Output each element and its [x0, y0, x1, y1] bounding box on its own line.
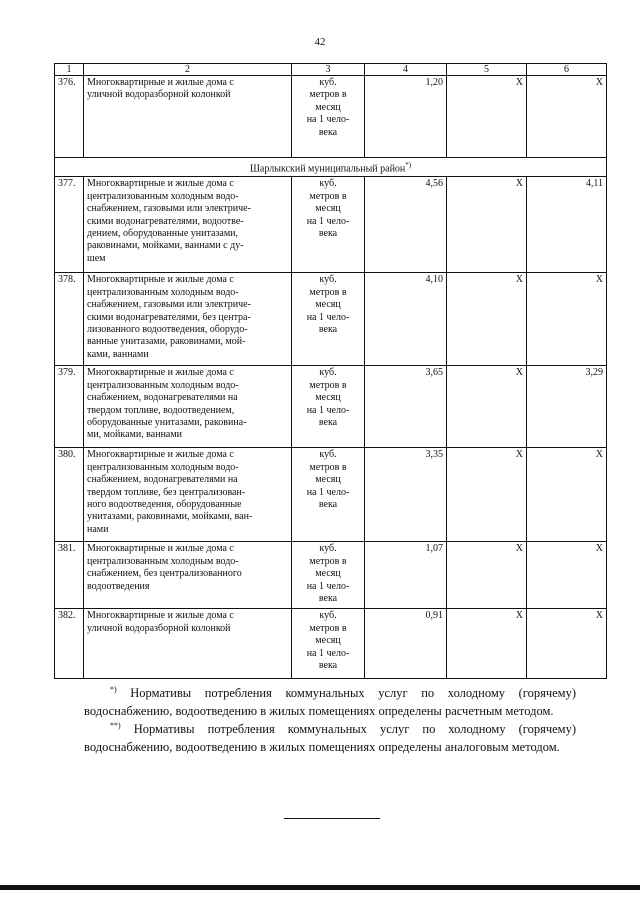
row-description: Многоквартирные и жилые дома с уличной водоразборной колонкой: [84, 76, 292, 158]
row-unit: куб. метров в месяц на 1 чело- века: [292, 448, 365, 542]
row-unit: куб. метров в месяц на 1 чело- века: [292, 76, 365, 158]
row-unit: куб. метров в месяц на 1 чело- века: [292, 177, 365, 273]
row-number: 378.: [55, 273, 84, 366]
row-value: 0,91: [365, 609, 447, 679]
footnote: [84, 684, 576, 720]
table-row: [55, 273, 607, 366]
footnote-text: Нормативы потребления коммунальных услуг по холодному (горячему) водоснабжению, водоотведению в жилых помещениях определены аналоговым методом.: [84, 722, 576, 754]
row-value: 4,56: [365, 177, 447, 273]
footnote-mark: **): [110, 720, 121, 730]
row-description: Многоквартирные и жилые дома с централизованным холодным водо- снабжением, газовыми или электриче- скими водонагревателями, водоотве- дением, оборудованные унитазами, раковинами, мойками, ваннами с ду- шем: [84, 177, 292, 273]
region-row: [55, 158, 607, 177]
header-cell-3: 3: [292, 64, 365, 76]
row-col6: 3,29: [527, 366, 607, 448]
header-cell-2: 2: [84, 64, 292, 76]
footnote-text: Нормативы потребления коммунальных услуг по холодному (горячему) водоснабжению, водоотведению в жилых помещениях определены расчетным методом.: [84, 686, 576, 718]
row-value: 3,35: [365, 448, 447, 542]
row-unit: куб. метров в месяц на 1 чело- века: [292, 609, 365, 679]
header-cell-6: 6: [527, 64, 607, 76]
row-col5: X: [447, 76, 527, 158]
scan-bottom-bar: [0, 885, 640, 890]
table-row: [55, 609, 607, 679]
page-number: 42: [314, 36, 326, 48]
norms-table: [54, 63, 607, 679]
row-col6: X: [527, 448, 607, 542]
region-cell: [55, 158, 607, 177]
footnote-mark: *): [110, 684, 117, 694]
footnote: [84, 720, 576, 756]
row-unit: куб. метров в месяц на 1 чело- века: [292, 542, 365, 609]
row-value: 1,07: [365, 542, 447, 609]
footnotes: [84, 684, 576, 756]
row-col5: X: [447, 609, 527, 679]
row-value: 4,10: [365, 273, 447, 366]
header-row: [55, 64, 607, 76]
row-number: 377.: [55, 177, 84, 273]
separator-line: [284, 818, 380, 819]
row-description: Многоквартирные и жилые дома с централизованным холодным водо- снабжением, без централизованного водоотведения: [84, 542, 292, 609]
row-value: 1,20: [365, 76, 447, 158]
row-col6: X: [527, 273, 607, 366]
row-description: Многоквартирные и жилые дома с уличной водоразборной колонкой: [84, 609, 292, 679]
row-col6: 4,11: [527, 177, 607, 273]
row-number: 380.: [55, 448, 84, 542]
row-col6: X: [527, 542, 607, 609]
row-unit: куб. метров в месяц на 1 чело- века: [292, 273, 365, 366]
row-col6: X: [527, 76, 607, 158]
row-col5: X: [447, 542, 527, 609]
row-number: 376.: [55, 76, 84, 158]
row-col5: X: [447, 448, 527, 542]
row-col5: X: [447, 177, 527, 273]
table-row: [55, 448, 607, 542]
table-row: [55, 76, 607, 158]
row-value: 3,65: [365, 366, 447, 448]
row-col5: X: [447, 366, 527, 448]
row-col5: X: [447, 273, 527, 366]
row-description: Многоквартирные и жилые дома с централизованным холодным водо- снабжением, водонагревателями на твердом топливе, без централизован- ного водоотведения, оборудованные унитазами, раковинами, мойками, ван- нами: [84, 448, 292, 542]
row-number: 379.: [55, 366, 84, 448]
row-unit: куб. метров в месяц на 1 чело- века: [292, 366, 365, 448]
header-cell-5: 5: [447, 64, 527, 76]
region-footnote-mark: *): [405, 161, 412, 169]
row-number: 381.: [55, 542, 84, 609]
row-description: Многоквартирные и жилые дома с централизованным холодным водо- снабжением, водонагревателями на твердом топливе, водоотведением, оборудованные унитазами, раковина- ми, мойками, ваннами: [84, 366, 292, 448]
header-cell-1: 1: [55, 64, 84, 76]
header-cell-4: 4: [365, 64, 447, 76]
table-row: [55, 542, 607, 609]
row-number: 382.: [55, 609, 84, 679]
region-title: Шарлыкский муниципальный район: [249, 163, 406, 175]
table-row: [55, 177, 607, 273]
row-col6: X: [527, 609, 607, 679]
row-description: Многоквартирные и жилые дома с централизованным холодным водо- снабжением, газовыми или электриче- скими водонагревателями, без центра- лизованного водоотведения, оборудо- ванные унитазами, раковинами, мой- ками, ваннами: [84, 273, 292, 366]
table-row: [55, 366, 607, 448]
